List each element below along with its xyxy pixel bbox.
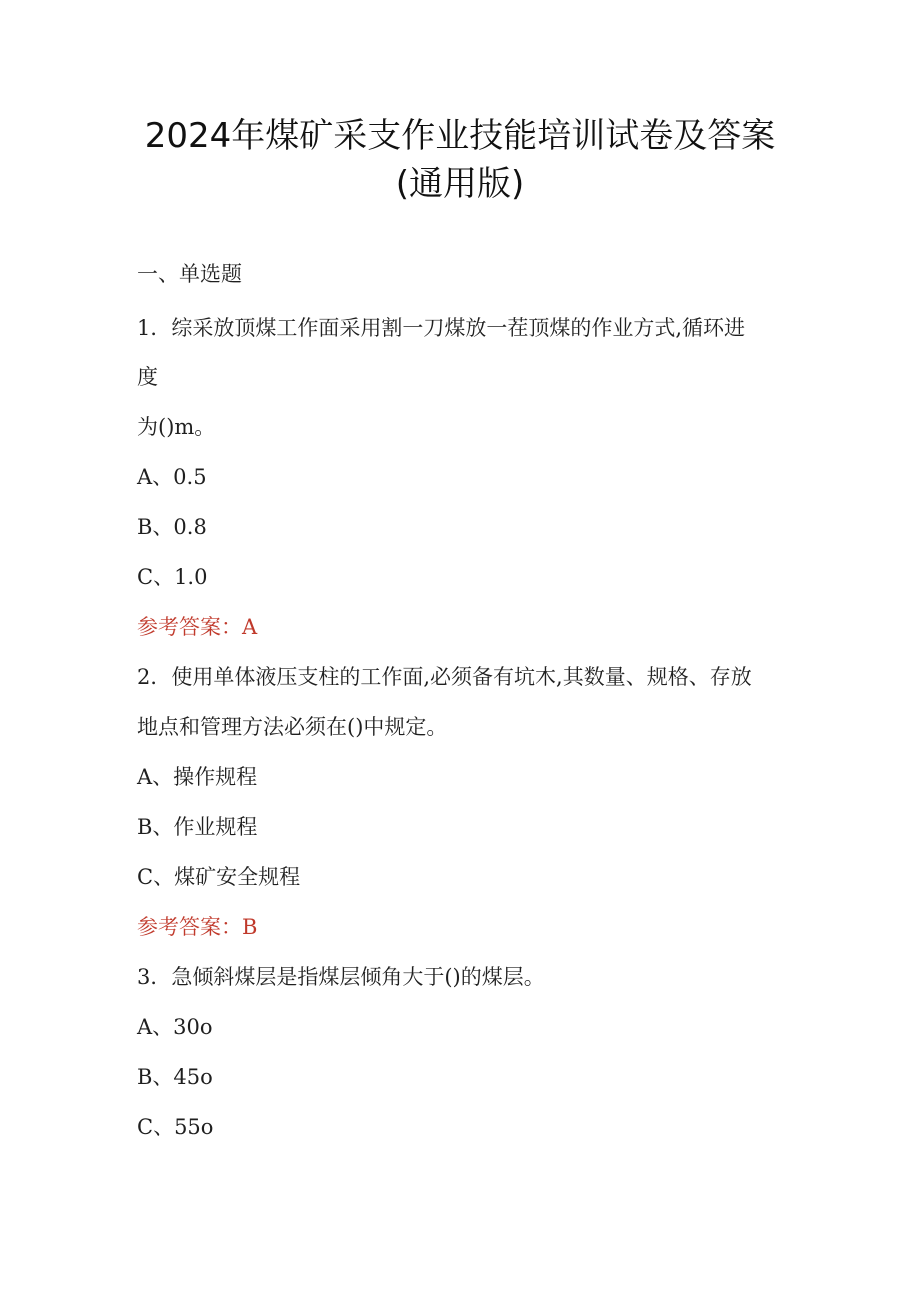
question-2-option-c: C、煤矿安全规程 [137,865,301,889]
question-3-stem-line-1: 3．急倾斜煤层是指煤层倾角大于()的煤层。 [137,965,545,989]
question-3-option-c: C、55o [137,1115,214,1139]
question-1-option-c: C、1.0 [137,565,208,589]
question-2-stem-line-2: 地点和管理方法必须在()中规定。 [137,715,448,739]
question-1-answer: 参考答案：A [137,615,258,639]
question-3-option-b: B、45o [137,1065,213,1089]
question-1-stem-line-1: 1．综采放顶煤工作面采用割一刀煤放一茬顶煤的作业方式,循环进 [137,316,746,340]
question-1-stem-line-3: 为()m。 [137,415,216,439]
question-1-option-b: B、0.8 [137,515,207,539]
question-2-stem-line-1: 2．使用单体液压支柱的工作面,必须备有坑木,其数量、规格、存放 [137,665,752,689]
question-2-option-b: B、作业规程 [137,815,258,839]
document-subtitle: (通用版) [395,164,525,204]
question-2-answer: 参考答案：B [137,915,258,939]
question-2-option-a: A、操作规程 [137,765,258,789]
question-1-option-a: A、0.5 [137,465,207,489]
section-heading: 一、单选题 [137,262,242,286]
question-1-stem-line-2: 度 [137,365,158,389]
document-title: 2024年煤矿采支作业技能培训试卷及答案 [144,116,776,156]
question-3-option-a: A、30o [137,1015,213,1039]
